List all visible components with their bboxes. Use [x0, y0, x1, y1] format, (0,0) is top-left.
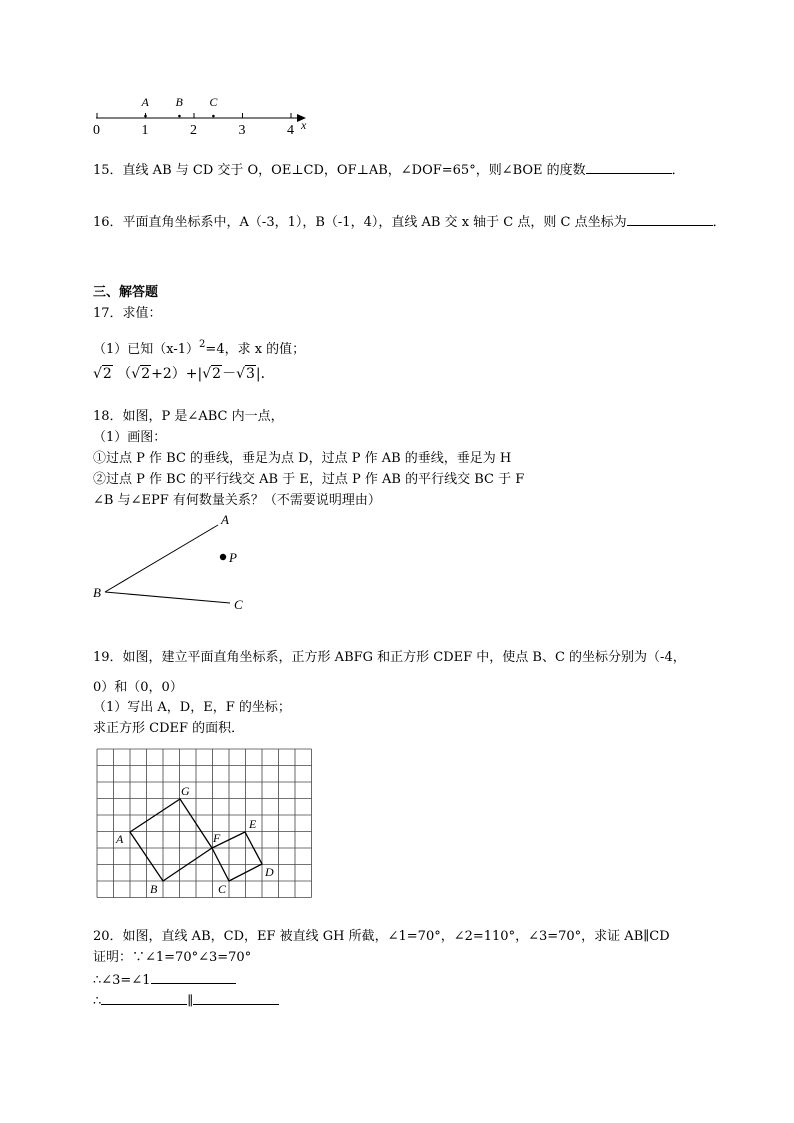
- sqrt-symbol: √: [131, 366, 141, 382]
- q17-part2: [93, 366, 275, 382]
- ray-ba: [105, 525, 218, 592]
- q15-answer-blank[interactable]: [586, 161, 672, 174]
- grid-label-a: A: [116, 832, 124, 846]
- q17-part1: [93, 337, 305, 358]
- number-line-ticks: [93, 113, 294, 136]
- q19-part2: 求正方形 CDEF 的面积．: [93, 721, 245, 736]
- q18-draw: （1）画图：: [93, 430, 167, 445]
- label-c: C: [234, 597, 243, 612]
- number-line-tick-label: 4: [287, 123, 294, 136]
- q19-part1: （1）写出 A，D，E，F 的坐标；: [93, 700, 291, 715]
- ray-bc: [105, 592, 230, 603]
- grid-lines: [97, 749, 312, 898]
- q18-step2: ②过点 P 作 BC 的平行线交 AB 于 E，过点 P 作 AB 的平行线交 BC 于 F: [93, 472, 525, 487]
- q20-step1-blank[interactable]: [151, 971, 236, 984]
- q16-end: ．: [712, 215, 726, 230]
- number-line-tick-label: 2: [190, 123, 197, 136]
- sqrt-symbol: √: [202, 366, 212, 382]
- q17-part2-end: |．: [255, 366, 275, 382]
- q20-line1: 20．如图，直线 AB，CD，EF 被直线 GH 所截，∠1=70°，∠2=110°，∠3=70°，求证 AB∥CD: [93, 929, 670, 944]
- q18-step1: ①过点 P 作 BC 的垂线，垂足为点 D，过点 P 作 AB 的垂线，垂足为 H: [93, 451, 512, 466]
- q20-step2-parallel: ∥: [187, 994, 194, 1009]
- radicand-3: 2: [212, 366, 222, 382]
- square-abfg: [130, 799, 212, 881]
- q15-text: 15．直线 AB 与 CD 交于 O，OE⊥CD，OF⊥AB，∠DOF=65°，则∠BOE 的度数: [93, 163, 586, 178]
- grid-label-b: B: [150, 882, 158, 896]
- number-line-points: [141, 95, 219, 117]
- number-line-point: [178, 115, 181, 118]
- label-b: B: [93, 585, 101, 600]
- number-line-point-label: B: [175, 95, 183, 109]
- number-line-point: [144, 115, 147, 118]
- q20-proof: 证明：∵∠1=70°∠3=70°: [93, 950, 252, 965]
- question-16: [93, 213, 726, 231]
- q17-title: 17．求值：: [93, 306, 162, 321]
- q19-line1: 19．如图，建立平面直角坐标系，正方形 ABFG 和正方形 CDEF 中，使点 B、C 的坐标分别为（-4，: [93, 650, 686, 665]
- number-line-axis-label: x: [301, 118, 307, 132]
- q16-text: 16．平面直角坐标系中，A（-3，1），B（-1，4），直线 AB 交 x 轴于 C 点，则 C 点坐标为: [93, 215, 627, 230]
- angle-abc-figure: [88, 508, 263, 618]
- label-a: A: [221, 512, 229, 527]
- grid-label-c: C: [218, 882, 227, 896]
- number-line-tick-label: 0: [93, 123, 100, 136]
- grid-label-e: E: [249, 817, 257, 831]
- q20-step1-prefix: ∴∠3=∠1: [93, 973, 151, 988]
- grid-label-d: D: [265, 865, 274, 879]
- q18-title: 18．如图，P 是∠ABC 内一点，: [93, 409, 284, 424]
- number-line-tick-label: 1: [141, 123, 149, 136]
- radicand-4: 3: [246, 366, 255, 382]
- radicand-1: 2: [102, 366, 112, 382]
- q20-step2-blank-1[interactable]: [101, 992, 187, 1005]
- q17-part1-exponent: 2: [199, 339, 206, 350]
- q16-answer-blank[interactable]: [627, 213, 713, 226]
- label-p: P: [229, 550, 237, 565]
- grid-label-g: G: [181, 784, 190, 798]
- number-line-point-label: A: [141, 95, 149, 109]
- point-p-dot: [220, 554, 226, 560]
- q17-part2-minus: －: [222, 366, 237, 382]
- sqrt-symbol: √: [93, 366, 102, 382]
- q17-part2-open-paren: （: [117, 366, 132, 382]
- radicand-2: 2: [141, 366, 151, 382]
- section-heading: 三、解答题: [93, 285, 159, 300]
- grid-squares-figure: [94, 745, 316, 901]
- q17-part2-plus-abs: +2）+|: [151, 366, 203, 382]
- grid-label-f: F: [213, 831, 221, 845]
- q20-step2: [93, 992, 279, 1010]
- q20-step2-blank-2[interactable]: [193, 992, 279, 1005]
- q17-part1-suffix: =4，求 x 的值；: [205, 342, 306, 357]
- q17-part1-prefix: （1）已知（x-1）: [93, 342, 200, 357]
- q19-line2: 0）和（0，0）: [93, 680, 183, 695]
- number-line-tick-label: 3: [238, 123, 246, 136]
- q15-end: ．: [671, 163, 685, 178]
- number-line-point-label: C: [209, 95, 218, 109]
- q20-step1: [93, 971, 236, 989]
- q20-step2-prefix: ∴: [93, 994, 102, 1009]
- q18-question: ∠B 与∠EPF 有何数量关系？（不需要说明理由）: [93, 493, 381, 508]
- number-line-figure: [88, 92, 318, 136]
- number-line-point: [212, 115, 215, 118]
- sqrt-symbol: √: [236, 366, 245, 382]
- question-15: [93, 161, 685, 179]
